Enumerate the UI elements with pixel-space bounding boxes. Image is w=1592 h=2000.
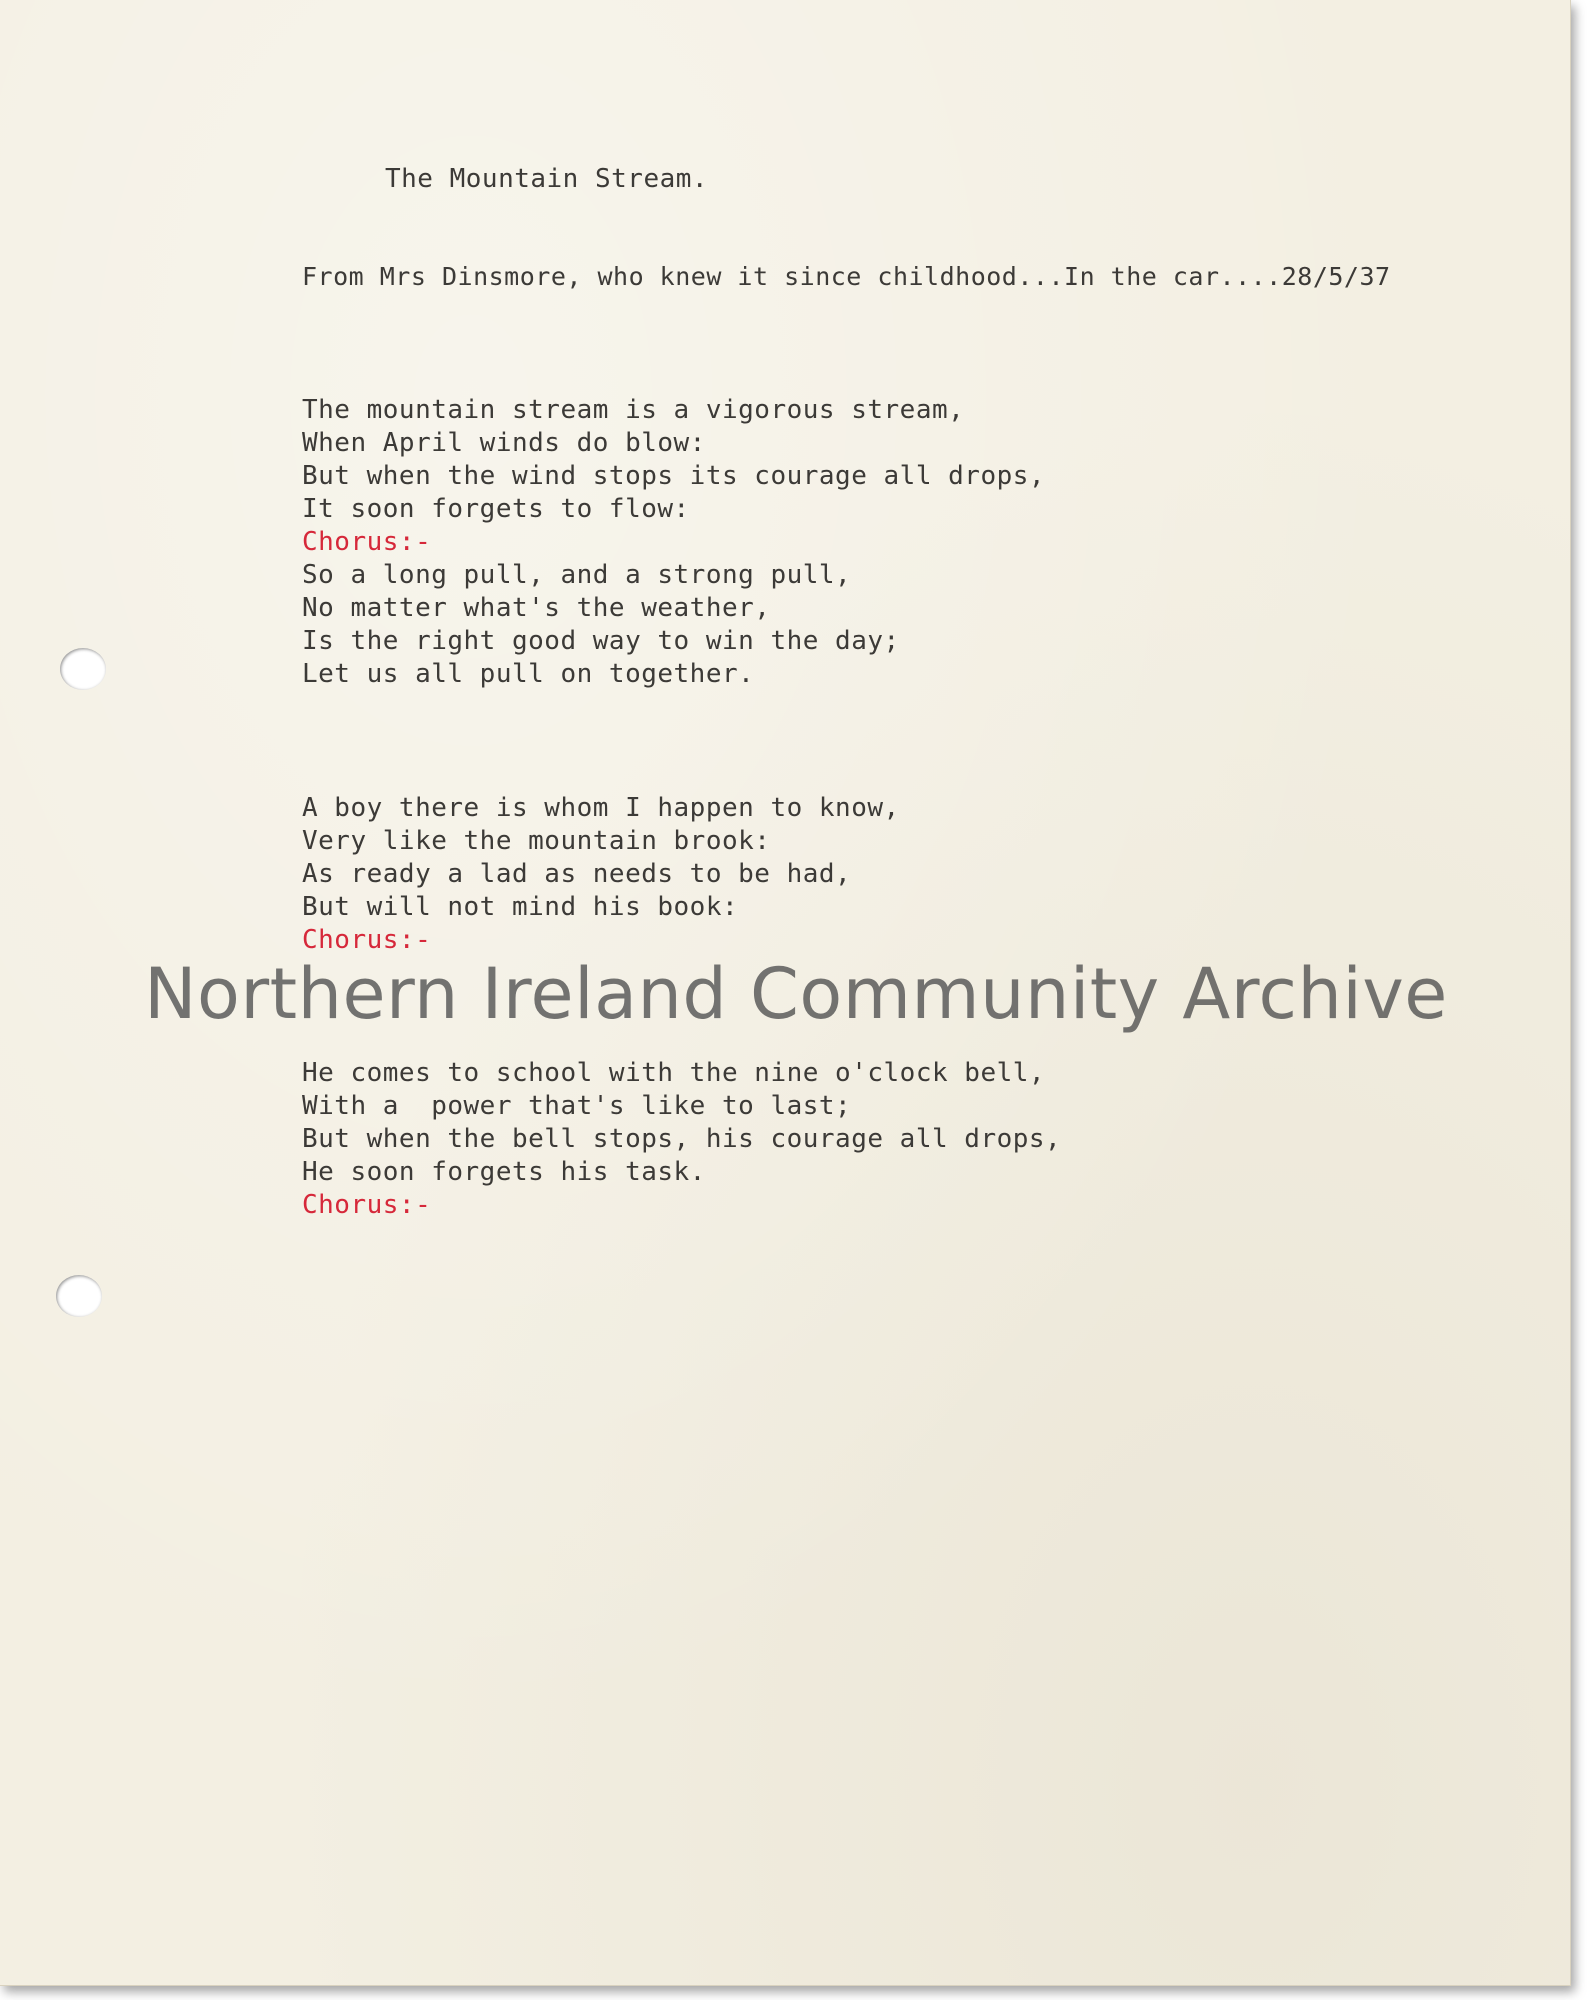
verse-line: Very like the mountain brook: (302, 826, 771, 856)
punch-hole (56, 1275, 102, 1317)
chorus-label: Chorus:- (302, 925, 432, 955)
song-title: The Mountain Stream. (385, 164, 709, 194)
punch-hole (60, 648, 106, 690)
chorus-label: Chorus:- (302, 1190, 432, 1220)
verse-line: No matter what's the weather, (302, 593, 771, 623)
verse-1 (302, 394, 1045, 691)
verse-line: But will not mind his book: (302, 892, 739, 922)
verse-line: He soon forgets his task. (302, 1157, 706, 1187)
verse-line: But when the wind stops its courage all drops, (302, 461, 1046, 491)
verse-line: Let us all pull on together. (302, 659, 755, 689)
verse-line: But when the bell stops, his courage all drops, (302, 1124, 1062, 1154)
verse-3 (302, 1057, 1061, 1222)
verse-line: With a power that's like to last; (302, 1091, 852, 1121)
source-note: From Mrs Dinsmore, who knew it since childhood...In the car....28/5/37 (302, 262, 1391, 291)
verse-2 (302, 792, 900, 957)
verse-line: As ready a lad as needs to be had, (302, 859, 852, 889)
verse-line: It soon forgets to flow: (302, 494, 690, 524)
verse-line: He comes to school with the nine o'clock bell, (302, 1058, 1046, 1088)
verse-line: The mountain stream is a vigorous stream, (302, 395, 965, 425)
chorus-label: Chorus:- (302, 527, 432, 557)
verse-line: Is the right good way to win the day; (302, 626, 900, 656)
archive-watermark: Northern Ireland Community Archive (144, 953, 1448, 1035)
verse-line: When April winds do blow: (302, 428, 706, 458)
verse-line: A boy there is whom I happen to know, (302, 793, 900, 823)
verse-line: So a long pull, and a strong pull, (302, 560, 852, 590)
